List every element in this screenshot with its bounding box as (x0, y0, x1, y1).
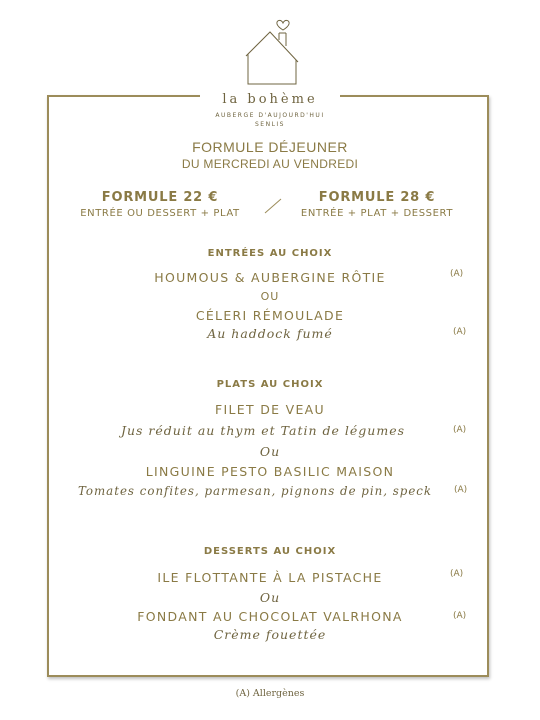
section-desserts-heading: DESSERTS AU CHOIX (203, 546, 337, 557)
brand-name: la bohème (222, 92, 318, 107)
formula-22-desc: ENTRÉE OU DESSERT + PLAT (80, 208, 240, 219)
formula-22-price: FORMULE 22 € (101, 190, 219, 205)
brand-tagline: AUBERGE D'AUJOURD'HUI (215, 112, 325, 119)
menu-subtitle: DU MERCREDI AU VENDREDI (181, 157, 359, 171)
allergen-footnote: (A) Allergènes (235, 688, 305, 699)
starter-item-2: CÉLERI RÉMOULADE (195, 308, 345, 323)
or-separator: Ou (259, 590, 281, 605)
section-mains-heading: PLATS AU CHOIX (216, 379, 324, 390)
allergen-marker: (A) (450, 269, 464, 279)
main-item-2: LINGUINE PESTO BASILIC MAISON (145, 464, 395, 479)
house-logo-icon (200, 10, 340, 90)
section-starters-heading: ENTRÉES AU CHOIX (207, 248, 333, 259)
allergen-marker: (A) (450, 569, 464, 579)
allergen-marker: (A) (453, 425, 467, 435)
allergen-marker: (A) (453, 327, 467, 337)
main-item-1-detail: Jus réduit au thym et Tatin de légumes (120, 423, 406, 438)
main-item-1: FILET DE VEAU (215, 402, 325, 417)
formula-28-price: FORMULE 28 € (318, 190, 436, 205)
dessert-item-1: ILE FLOTTANTE À LA PISTACHE (157, 570, 383, 585)
menu-title: FORMULE DÉJEUNER (192, 139, 348, 155)
or-separator: OU (260, 290, 280, 303)
main-item-2-detail: Tomates confites, parmesan, pignons de pin, speck (77, 484, 433, 498)
allergen-marker: (A) (454, 485, 468, 495)
brand-city: SENLIS (254, 121, 285, 128)
dessert-item-2-detail: Crème fouettée (213, 627, 327, 642)
starter-item-2-detail: Au haddock fumé (207, 326, 333, 341)
dessert-item-2: FONDANT AU CHOCOLAT VALRHONA (137, 609, 403, 624)
allergen-marker: (A) (453, 611, 467, 621)
formula-28-desc: ENTRÉE + PLAT + DESSERT (300, 208, 454, 219)
starter-item-1: HOUMOUS & AUBERGINE RÔTIE (154, 270, 386, 285)
or-separator: Ou (259, 444, 281, 459)
